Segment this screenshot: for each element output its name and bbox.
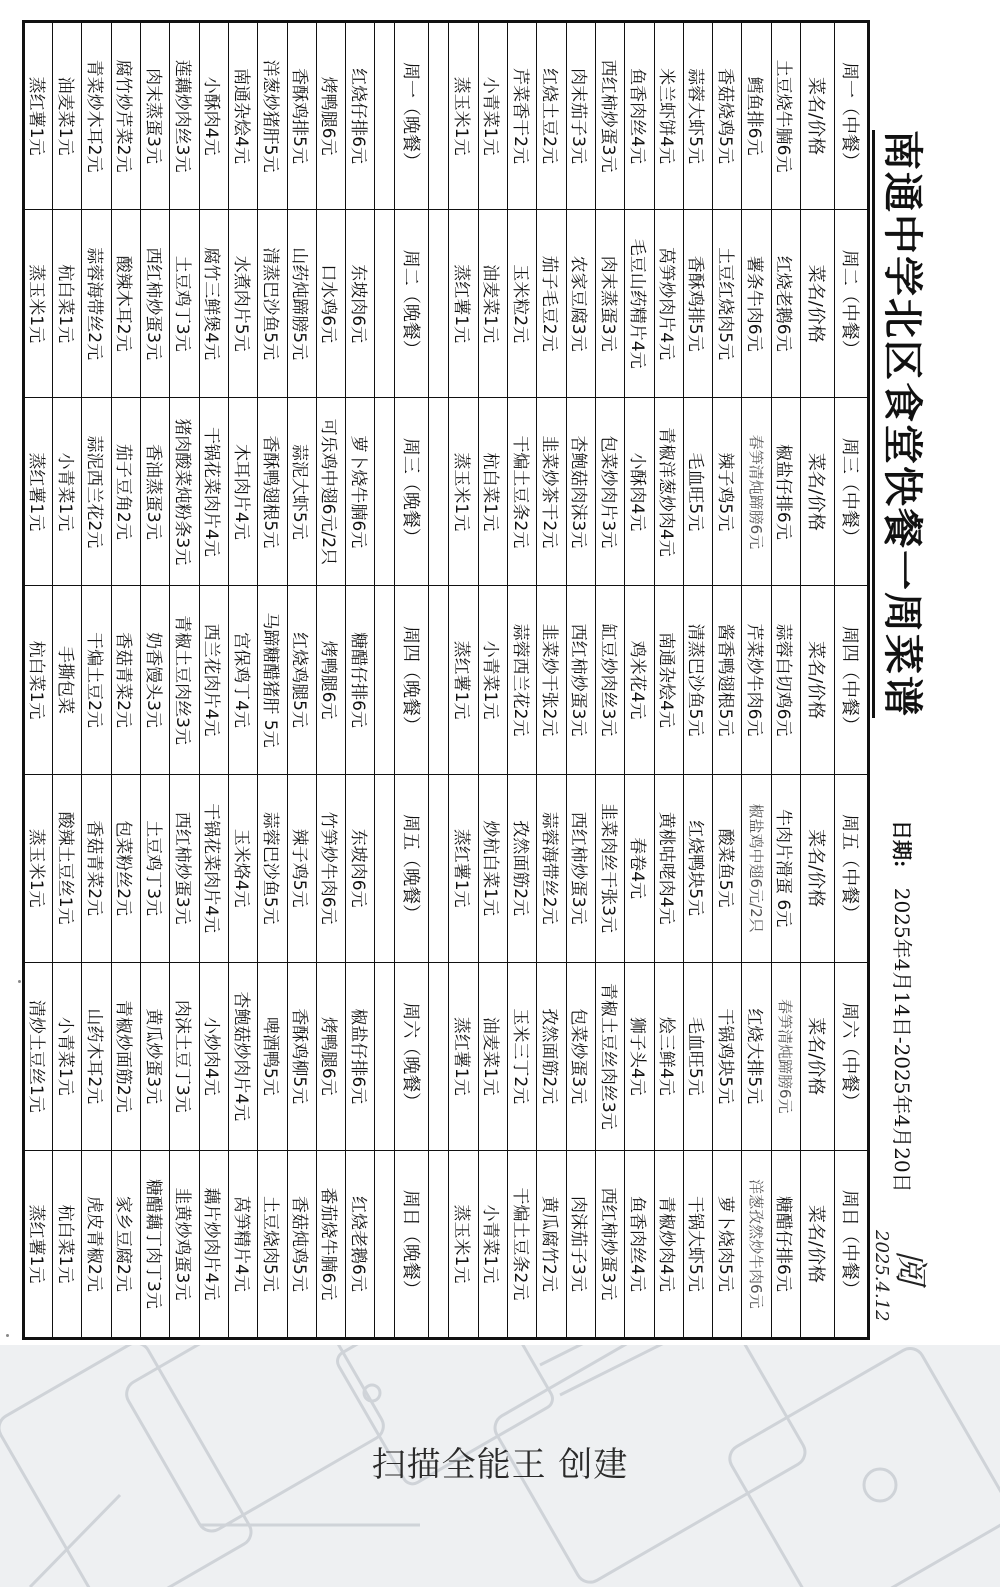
dish-cell: 红烧老鹅6元 (346, 1150, 375, 1338)
dinner-dish-row (258, 22, 287, 1339)
dinner-dish-row (141, 22, 170, 1339)
dish-cell: 西红柿炒蛋3元 (566, 586, 595, 774)
dish-cell: 小炒肉4元 (199, 962, 228, 1150)
dish-cell: 清炒土豆丝1元 (23, 962, 52, 1150)
lunch-dish-row (449, 22, 478, 1339)
signature-date: 2025.4.12 (871, 1230, 892, 1322)
dish-cell: 木耳肉片4元 (228, 398, 257, 586)
dish-cell: 米兰虾饼4元 (654, 22, 683, 210)
dish-cell: 肉末茄子3元 (566, 22, 595, 210)
column-subheader: 菜名/价格 (801, 1150, 835, 1338)
dish-cell: 狮子头4元 (625, 962, 654, 1150)
lunch-dish-row (566, 22, 595, 1339)
separator-row (429, 22, 449, 1339)
dish-cell: 椒盐鸡中翅6元/2只 (742, 774, 771, 962)
dish-cell: 青椒炒肉4元 (654, 1150, 683, 1338)
dish-cell: 东坡肉6元 (346, 210, 375, 398)
dish-cell: 小青菜1元 (478, 22, 507, 210)
blank-cell (375, 22, 395, 210)
dish-cell: 椒盐仔排6元 (771, 398, 800, 586)
blank-cell (429, 22, 449, 210)
dish-cell: 青椒炒面筋2元 (111, 962, 140, 1150)
dish-cell: 山药木耳2元 (82, 962, 111, 1150)
dish-cell: 干锅大虾5元 (683, 1150, 712, 1338)
dish-cell: 烩三鲜4元 (654, 962, 683, 1150)
day-header-lunch: 周四（中餐） (835, 586, 869, 774)
date-label: 日期: (890, 820, 914, 868)
menu-sheet (26, 20, 940, 1340)
dish-cell: 油麦菜1元 (478, 962, 507, 1150)
date-range (889, 820, 918, 1193)
dish-cell: 小青菜1元 (478, 586, 507, 774)
scan-speck (6, 1334, 9, 1337)
dish-cell: 茄子豆角2元 (111, 398, 140, 586)
dish-cell: 香菇青菜2元 (82, 774, 111, 962)
dinner-dish-row (316, 22, 345, 1339)
column-subheader: 菜名/价格 (801, 398, 835, 586)
column-subheader: 菜名/价格 (801, 586, 835, 774)
dish-cell: 牛肉片滑蛋 6元 (771, 774, 800, 962)
dish-cell: 玉米粒2元 (508, 210, 537, 398)
dish-cell: 蒜蓉白切鸡6元 (771, 586, 800, 774)
dish-cell: 芹菜炒牛肉6元 (742, 586, 771, 774)
scanner-watermark-footer (0, 1345, 1000, 1587)
blank-cell (375, 210, 395, 398)
dish-cell: 杭白菜1元 (478, 398, 507, 586)
dish-cell: 青菜炒木耳2元 (82, 22, 111, 210)
dish-cell: 酸菜鱼5元 (713, 774, 742, 962)
dish-cell: 孜然面筋2元 (508, 774, 537, 962)
dish-cell: 孜然面筋2元 (537, 962, 566, 1150)
dish-cell: 肉沫土豆丁3元 (170, 962, 199, 1150)
dish-cell: 春卷4元 (625, 774, 654, 962)
dish-cell: 香酥鸭翅根5元 (258, 398, 287, 586)
dish-cell: 蒸红薯1元 (449, 962, 478, 1150)
dish-cell: 鱼香肉丝4元 (625, 1150, 654, 1338)
dish-cell: 青椒洋葱炒肉4元 (654, 398, 683, 586)
dish-cell: 酱香鸭翅根5元 (713, 586, 742, 774)
lunch-dish-row (537, 22, 566, 1339)
dish-cell: 洋葱炒猪肝5元 (258, 22, 287, 210)
dish-cell: 水煮肉片5元 (228, 210, 257, 398)
dish-cell: 蒸红薯1元 (23, 22, 52, 210)
dish-cell: 小酥肉4元 (199, 22, 228, 210)
signature-name: 阅 (890, 1250, 930, 1284)
dish-cell: 小青菜1元 (478, 1150, 507, 1338)
dish-cell: 芹菜香干2元 (508, 22, 537, 210)
dish-cell: 玉米三丁2元 (508, 962, 537, 1150)
dish-cell: 辣子鸡5元 (287, 774, 316, 962)
dish-cell: 莴笋精片4元 (228, 1150, 257, 1338)
dish-cell: 香酥鸡排5元 (287, 22, 316, 210)
dish-cell: 毛血旺5元 (683, 962, 712, 1150)
dish-cell: 蒸玉米1元 (449, 22, 478, 210)
dish-cell: 蒜蓉西兰花2元 (508, 586, 537, 774)
day-header-dinner: 周一（晚餐） (395, 22, 429, 210)
dish-cell: 洋葱孜然炒牛肉6元 (742, 1150, 771, 1338)
dish-cell: 红烧仔排6元 (346, 22, 375, 210)
dish-cell: 西兰花肉片4元 (199, 586, 228, 774)
column-subheader: 菜名/价格 (801, 774, 835, 962)
blank-cell (375, 962, 395, 1150)
blank-cell (375, 774, 395, 962)
day-header-dinner: 周五（晚餐） (395, 774, 429, 962)
blank-cell (429, 774, 449, 962)
dish-cell: 薯条牛肉6元 (742, 210, 771, 398)
day-header-dinner: 周三（晚餐） (395, 398, 429, 586)
dish-cell: 干锅花菜肉片4元 (199, 774, 228, 962)
dish-cell: 南通杂烩4元 (654, 586, 683, 774)
dish-cell: 蒸玉米1元 (449, 398, 478, 586)
dish-cell: 韭菜肉丝干张3元 (595, 774, 624, 962)
dish-cell: 小青菜1元 (53, 398, 82, 586)
dish-cell: 红烧鸡腿5元 (287, 586, 316, 774)
dish-cell: 烤鸭腿6元 (316, 22, 345, 210)
dish-cell: 蒸红薯1元 (449, 774, 478, 962)
dinner-dish-row (170, 22, 199, 1339)
dish-cell: 烤鸭腿6元 (316, 962, 345, 1150)
dish-cell: 萝卜烧肉5元 (713, 1150, 742, 1338)
column-subheader: 菜名/价格 (801, 210, 835, 398)
dish-cell: 蒸红薯1元 (23, 398, 52, 586)
dish-cell: 干煸土豆条2元 (508, 398, 537, 586)
day-header-lunch: 周六（中餐） (835, 962, 869, 1150)
day-header-lunch: 周三（中餐） (835, 398, 869, 586)
dish-cell: 春笋清炖蹄膀6元 (742, 398, 771, 586)
dinner-header-row (395, 22, 429, 1339)
lunch-header-row (835, 22, 869, 1339)
dish-cell: 猪肉酸菜炖粉条3元 (170, 398, 199, 586)
weekly-menu-table (22, 20, 870, 1340)
day-header-dinner: 周六（晚餐） (395, 962, 429, 1150)
day-header-dinner: 周四（晚餐） (395, 586, 429, 774)
dish-cell: 西红柿炒蛋3元 (141, 210, 170, 398)
lunch-dish-row (654, 22, 683, 1339)
blank-cell (429, 210, 449, 398)
blank-cell (429, 962, 449, 1150)
dish-cell: 烤鸭腿6元 (316, 586, 345, 774)
dish-cell: 山药炖蹄膀5元 (287, 210, 316, 398)
dish-cell: 香酥鸡排5元 (683, 210, 712, 398)
dish-cell: 干煸土豆条2元 (508, 1150, 537, 1338)
blank-cell (375, 586, 395, 774)
dish-cell: 糖醋藕丁肉丁3元 (141, 1150, 170, 1338)
dish-cell: 酸辣木耳2元 (111, 210, 140, 398)
dish-cell: 春笋清炖蹄膀6元 (771, 962, 800, 1150)
dish-cell: 干煸土豆2元 (82, 586, 111, 774)
dish-cell: 杭白菜1元 (53, 1150, 82, 1338)
dish-cell: 莴笋炒肉片4元 (654, 210, 683, 398)
dish-cell: 杏鲍菇肉沫3元 (566, 398, 595, 586)
dish-cell: 鸡米花4元 (625, 586, 654, 774)
dish-cell: 包菜炒蛋3元 (566, 962, 595, 1150)
dish-cell: 香菇烧鸡5元 (713, 22, 742, 210)
dish-cell: 红烧老鹅6元 (771, 210, 800, 398)
dish-cell: 腐竹三鲜煲4元 (199, 210, 228, 398)
dish-cell: 小酥肉4元 (625, 398, 654, 586)
dish-cell: 蒸玉米1元 (23, 210, 52, 398)
dish-cell: 干锅花菜肉片4元 (199, 398, 228, 586)
blank-cell (429, 398, 449, 586)
dish-cell: 藕片炒肉片4元 (199, 1150, 228, 1338)
dish-cell: 马蹄糖醋猪肝 5元 (258, 586, 287, 774)
dish-cell: 肉末蒸蛋3元 (595, 210, 624, 398)
dish-cell: 糖醋仔排6元 (346, 586, 375, 774)
dinner-dish-row (82, 22, 111, 1339)
dish-cell: 青椒土豆肉丝3元 (170, 586, 199, 774)
dish-cell: 香菇青菜2元 (111, 586, 140, 774)
day-header-dinner: 周二（晚餐） (395, 210, 429, 398)
dinner-dish-row (199, 22, 228, 1339)
dish-cell: 农家豆腐3元 (566, 210, 595, 398)
dish-cell: 红烧大排5元 (742, 962, 771, 1150)
dish-cell: 香酥鸡柳5元 (287, 962, 316, 1150)
dish-cell: 啤酒鸭5元 (258, 962, 287, 1150)
lunch-dish-row (771, 22, 800, 1339)
column-subheader: 菜名/价格 (801, 22, 835, 210)
blank-cell (429, 1150, 449, 1338)
dish-cell: 杭白菜1元 (23, 586, 52, 774)
dish-cell: 土豆红烧肉5元 (713, 210, 742, 398)
dish-cell: 土豆鸡丁3元 (141, 774, 170, 962)
subheader-row (801, 22, 835, 1339)
dish-cell: 香油蒸蛋3元 (141, 398, 170, 586)
dish-cell: 虎皮青椒2元 (82, 1150, 111, 1338)
dish-cell: 红烧土豆2元 (537, 22, 566, 210)
dish-cell: 椒盐仔排6元 (346, 962, 375, 1150)
dish-cell: 西红柿炒蛋3元 (566, 774, 595, 962)
dish-cell: 蒸红薯1元 (449, 586, 478, 774)
dish-cell: 南通杂烩4元 (228, 22, 257, 210)
dish-cell: 萝卜烧牛腩6元 (346, 398, 375, 586)
dish-cell: 竹笋炒牛肉6元 (316, 774, 345, 962)
dish-cell: 土豆鸡丁3元 (170, 210, 199, 398)
lunch-dish-row (683, 22, 712, 1339)
dish-cell: 蒜蓉巴沙鱼5元 (258, 774, 287, 962)
blank-cell (375, 398, 395, 586)
dish-cell: 玉米烙4元 (228, 774, 257, 962)
title-row (870, 20, 940, 1340)
dish-cell: 蒜泥大虾5元 (287, 398, 316, 586)
dish-cell: 包菜粉丝2元 (111, 774, 140, 962)
dish-cell: 香菇炖鸡5元 (287, 1150, 316, 1338)
dish-cell: 肉沫茄子3元 (566, 1150, 595, 1338)
dish-cell: 西红柿炒蛋3元 (595, 1150, 624, 1338)
dish-cell: 韭黄炒鸡蛋3元 (170, 1150, 199, 1338)
dish-cell: 油麦菜1元 (478, 210, 507, 398)
dish-cell: 蒜蓉大虾5元 (683, 22, 712, 210)
dish-cell: 西红柿炒蛋3元 (595, 22, 624, 210)
dinner-dish-row (111, 22, 140, 1339)
dish-cell: 土豆烧牛腩6元 (771, 22, 800, 210)
dish-cell: 腐竹炒芹菜2元 (111, 22, 140, 210)
day-header-lunch: 周五（中餐） (835, 774, 869, 962)
dish-cell: 奶香馒头3元 (141, 586, 170, 774)
dinner-dish-row (23, 22, 52, 1339)
dish-cell: 蒸红薯1元 (449, 210, 478, 398)
dish-cell: 青椒土豆丝肉丝3元 (595, 962, 624, 1150)
dish-cell: 清蒸巴沙鱼5元 (258, 210, 287, 398)
dish-cell: 红烧鸭块5元 (683, 774, 712, 962)
dish-cell: 肉末蒸蛋3元 (141, 22, 170, 210)
dish-cell: 缸豆炒肉丝3元 (595, 586, 624, 774)
day-header-lunch: 周日（中餐） (835, 1150, 869, 1338)
handwritten-signature (871, 1230, 932, 1330)
document-title: 南通中学北区食堂快餐一周菜谱 (872, 130, 934, 718)
blank-cell (429, 586, 449, 774)
dinner-dish-row (53, 22, 82, 1339)
dish-cell: 可乐鸡中翅6元/2只 (316, 398, 345, 586)
dish-cell: 辣子鸡5元 (713, 398, 742, 586)
day-header-lunch: 周二（中餐） (835, 210, 869, 398)
dish-cell: 黄瓜炒蛋3元 (141, 962, 170, 1150)
date-value: 2025年4月14日-2025年4月20日 (890, 887, 914, 1193)
dish-cell: 家乡豆腐2元 (111, 1150, 140, 1338)
dinner-dish-row (287, 22, 316, 1339)
lunch-dish-row (508, 22, 537, 1339)
dish-cell: 宫保鸡丁4元 (228, 586, 257, 774)
dish-cell: 清蒸巴沙鱼5元 (683, 586, 712, 774)
dish-cell: 炒杭白菜1元 (478, 774, 507, 962)
dish-cell: 蒸玉米1元 (23, 774, 52, 962)
dish-cell: 西红柿炒蛋3元 (170, 774, 199, 962)
scan-speck (18, 980, 21, 983)
dish-cell: 鱼香肉丝4元 (625, 22, 654, 210)
dish-cell: 韭菜炒茶干2元 (537, 398, 566, 586)
lunch-dish-row (625, 22, 654, 1339)
dinner-dish-row (346, 22, 375, 1339)
dinner-dish-row (228, 22, 257, 1339)
dish-cell: 蒜蓉海带丝2元 (537, 774, 566, 962)
day-header-lunch: 周一（中餐） (835, 22, 869, 210)
day-header-dinner: 周日（晚餐） (395, 1150, 429, 1338)
dish-cell: 蒸红薯1元 (23, 1150, 52, 1338)
dish-cell: 干锅鸡块5元 (713, 962, 742, 1150)
dish-cell: 蒜蓉海带丝2元 (82, 210, 111, 398)
dish-cell: 黄桃咕咾肉4元 (654, 774, 683, 962)
lunch-dish-row (713, 22, 742, 1339)
dish-cell: 口水鸡6元 (316, 210, 345, 398)
separator-row (375, 22, 395, 1339)
blank-cell (375, 1150, 395, 1338)
dish-cell: 韭菜炒干张2元 (537, 586, 566, 774)
dish-cell: 糖醋仔排6元 (771, 1150, 800, 1338)
dish-cell: 杭白菜1元 (53, 210, 82, 398)
dish-cell: 蒸玉米1元 (449, 1150, 478, 1338)
dish-cell: 包菜炒肉片3元 (595, 398, 624, 586)
dish-cell: 油麦菜1元 (53, 22, 82, 210)
dish-cell: 酸辣土豆丝1元 (53, 774, 82, 962)
column-subheader: 菜名/价格 (801, 962, 835, 1150)
dish-cell: 莲藕炒肉丝3元 (170, 22, 199, 210)
dish-cell: 小青菜1元 (53, 962, 82, 1150)
dish-cell: 手撕包菜 (53, 586, 82, 774)
dish-cell: 土豆烧肉5元 (258, 1150, 287, 1338)
dish-cell: 鳕鱼排6元 (742, 22, 771, 210)
dish-cell: 蒜泥西兰花2元 (82, 398, 111, 586)
dish-cell: 毛豆山药精片4元 (625, 210, 654, 398)
lunch-dish-row (595, 22, 624, 1339)
watermark-text: 扫描全能王 创建 (371, 1445, 629, 1485)
lunch-dish-row (478, 22, 507, 1339)
dish-cell: 毛血旺5元 (683, 398, 712, 586)
dish-cell: 东坡肉6元 (346, 774, 375, 962)
dish-cell: 番茄烧牛腩6元 (316, 1150, 345, 1338)
dish-cell: 茄子毛豆2元 (537, 210, 566, 398)
lunch-dish-row (742, 22, 771, 1339)
dish-cell: 黄瓜腐竹2元 (537, 1150, 566, 1338)
dish-cell: 杏鲍菇炒肉片4元 (228, 962, 257, 1150)
